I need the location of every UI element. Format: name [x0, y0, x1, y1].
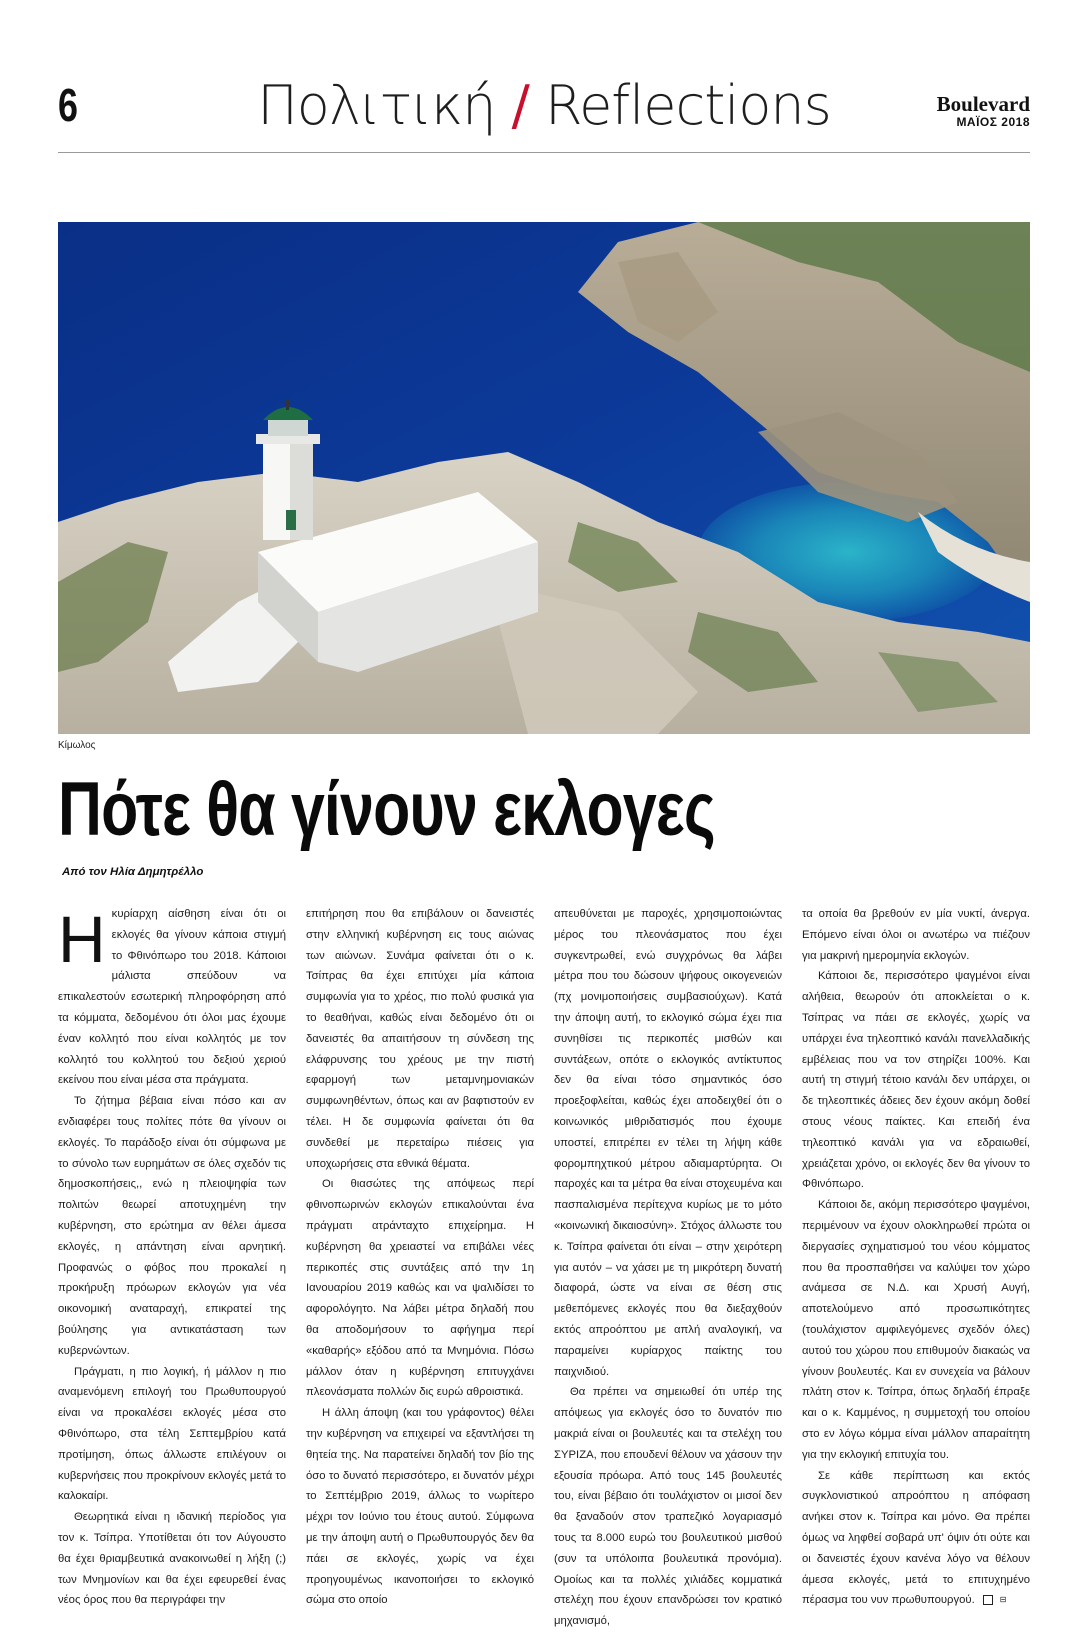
article-paragraph: Κάποιοι δε, ακόμη περισσότερο ψαγμένοι, περιμένουν να έχουν ολοκληρωθεί πρώτα οι διεργασίες σχηματισμού του νέου κόμματος που θα προσπαθήσει να καλύψει τον χώρο ανάμεσα σε Ν.Δ. και Χρυσή Αυγή, αποτελούμενο από προσωπικότητες (τουλάχιστον αμφιλεγόμενες σχεδόν όλες) αυτού του χώρου που επιθυμούν διακαώς να γίνουν βουλευτές. Και εν συνεχεία να βάλουν πλάτη στον κ. Τσίπρα, όπως δηλαδή έπραξε και ο κ. Καμμένος, η συμμετοχή του οποίου στο εν λόγω κόμμα είναι μάλλον απαραίτητη για την εκλογική επιτυχία του. [802, 1199, 1030, 1461]
article-paragraph: Σε κάθε περίπτωση και εκτός συγκλονιστικού απροόπτου η απόφαση ανήκει στον κ. Τσίπρα και μόνο. Θα πρέπει όμως να ληφθεί σοβαρά υπ' όψιν ότι ούτε και οι δανειστές έχουν κανένα λόγο να θέλουν άμεσα εκλογές, μετά το επιτυχημένο πέρασμα του νυν πρωθυπουργού. ⊟ [802, 1469, 1030, 1607]
article-column-1 [58, 904, 286, 1632]
article-paragraph: Οι θιασώτες της απόψεως περί φθινοπωρινών εκλογών επικαλούνται ένα πράγματι ατράνταχτο επιχείρημα. Η κυβέρνηση θα χρειαστεί να επιβάλει νέες περικοπές στις συντάξεις από την 1η Ιανουαρίου 2019 καθώς και να ψαλιδίσει το αφορολόγητο. Να λάβει μέτρα δηλαδή που θα αποδομήσουν το αφήγημα περί «καθαρής» εξόδου από τα Μνημόνια. Πόσω μάλλον όταν η κυβέρνηση επιτυγχάνει πλεονάσματα πολλών δις ευρώ αθροιστικά. [306, 1178, 534, 1399]
article-column-4 [802, 904, 1030, 1632]
article-paragraph: Θεωρητικά είναι η ιδανική περίοδος για τον κ. Τσίπρα. Υποτίθεται ότι τον Αύγουστο θα έχει θριαμβευτικά ανακοινωθεί η λήξη (;) των Μνημονίων και θα έχει εφευρεθεί ένας νέος όρος που θα περιγράφει την [58, 1511, 286, 1607]
article-paragraph: Το ζήτημα βέβαια είναι πόσο και αν ενδιαφέρει τους πολίτες πότε θα γίνουν οι εκλογές. Το παράδοξο είναι ότι σύμφωνα με το σύνολο των ευρημάτων σε όλες σχεδόν τις δημοσκοπήσεις,, ενώ η πλειοψηφία των πολιτών θεωρεί αποτυχημένη την κυβέρνηση, στο ερώτημα αν θέλει άμεσα εκλογές, η απάντηση είναι αρνητική. Προφανώς ο φόβος που προκαλεί η προκήρυξη πρόωρων εκλογών για νέα οικονομική αναταραχή, επικρατεί της βούλησης για αντικατάσταση των κυβερνώντων. [58, 1095, 286, 1357]
brand-name: Boulevard [936, 92, 1030, 116]
article-body [58, 902, 1030, 1628]
page-header [58, 74, 1030, 144]
article-paragraph: Θα πρέπει να σημειωθεί ότι υπέρ της απόψεως για εκλογές όσο το δυνατόν πιο μακριά είναι οι βουλευτές και τα στελέχη του ΣΥΡΙΖΑ, που επουδενί θέλουν να χάσουν την εξουσία πρόωρα. Από τους 145 βουλευτές του, είναι βέβαιο ότι τουλάχιστον οι μισοί δεν θα ξαναδούν στον τραπεζικό λογαριασμό τους τα 8.000 ευρώ του βουλευτικού μισθού (συν τα υπόλοιπα βουλευτικά προνόμια). Ομοίως και τα πολλές χιλιάδες κομματικά στελέχη που έχουν επανδρώσει τον κρατικό μηχανισμό, [554, 1386, 782, 1628]
article-paragraph: τα οποία θα βρεθούν εν μία νυκτί, άνεργα. Επόμενο είναι όλοι οι ανωτέρω να πιέζουν για μακρινή ημερομηνία εκλογών. [802, 908, 1030, 962]
article-paragraph: Η άλλη άποψη (και του γράφοντος) θέλει την κυβέρνηση να επιχειρεί να εξαντλήσει τη θητεία της. Να παρατείνει δηλαδή τον βίο της όσο το δυνατό περισσότερο, ει δυνατόν μέχρι το Σεπτέμβριο 2019, άλλως το νωρίτερο μέχρι τον Ιούνιο του έτους αυτού. Σύμφωνα με την άποψη αυτή ο Πρωθυπουργός δεν θα πάει σε εκλογές, χωρίς να έχει προηγουμένως ικανοποιήσει το εκλογικό σώμα στο οποίο [306, 1407, 534, 1607]
section-title [58, 76, 1030, 136]
article-paragraph: επιτήρηση που θα επιβάλουν οι δανειστές στην ελληνική κυβέρνηση εις τους αιώνας των αιώνων. Συνάμα φαίνεται ότι ο κ. Τσίπρας θα έχει επιτύχει μία κάποια συμφωνία για το χρέος, πιο πολύ φυσικά για το θεαθήναι, καθώς είναι δεδομένο ότι οι δανειστές θα απαιτήσουν τη σύνδεση της ελάφρυνσης του χρέους με την πιστή εφαρμογή των μεταμνημονιακών συμφωνηθέντων, όπως και αν βαφτιστούν εν τέλει. Η δε συμφωνία φαίνεται ότι θα συνδεθεί με περεταίρω πιέσεις για υποχωρήσεις στα εθνικά θέματα. [306, 908, 534, 1170]
page-number: 6 [58, 79, 78, 131]
article-paragraph: Ηκυρίαρχη αίσθηση είναι ότι οι εκλογές θα γίνουν κάποια στιγμή το Φθινόπωρο του 2018. Κάποιοι μάλιστα σπεύδουν να επικαλεστούν εσωτερική πληροφόρηση από τα κόμματα, δεδομένου ότι όλοι μας έχουμε έναν κολλητό που είναι κολλητός με τον κολλητό του κολλητού του δεξιού χεριού εκείνου που είναι μέσα στα πράγματα. [58, 902, 286, 1087]
article-paragraph: απευθύνεται με παροχές, χρησιμοποιώντας μέρος του πλεονάσματος που έχει συγκεντρωθεί, ενώ συγχρόνως θα λάβει μέτρα που του δώσουν ψήφους οικογενειών (πχ μονιμοποιήσεις συμβασιούχων). Κατά την άποψη αυτή, το εκλογικό σώμα έχει πια συνηθίσει τις περικοπές μισθών και συντάξεων, οπότε ο εκλογικός αντίκτυπος δεν θα είναι τόσο σημαντικός όσο προεξοφλείται, καθώς έχει αποδειχθεί ότι ο κοινωνικός μιθριδατισμός που έχουμε υποστεί, επιτρέπει εν τέλει τη λήψη κάθε φορομπηχτικού μέτρου αδιαμαρτύρητα. Οι παροχές και τα μέτρα θα είναι στοχευμένα και πασπαλισμένα περίτεχνα κυρίως με το μότο «κοινωνική δικαιοσύνη». Στόχος άλλωστε του κ. Τσίπρα φαίνεται ότι είναι – στην χειρότερη για αυτόν – να χάσει με τη μικρότερη δυνατή διαφορά, ώστε να είναι σε θέση στις μεθεπόμενες εκλογές που θα διεξαχθούν εκτός απροόπτου με απλή αναλογική, να παραμείνει κυρίαρχος παίκτης του παιχνιδιού. [554, 908, 782, 1378]
issue-date: ΜΑΪΟΣ 2018 [956, 115, 1030, 129]
article-paragraph: Κάποιοι δε, περισσότερο ψαγμένοι είναι αλήθεια, θεωρούν ότι αποκλείεται ο κ. Τσίπρας να πάει σε εκλογές, χωρίς να υπάρχει ένα τηλεοπτικό κανάλι πανελλαδικής εμβέλειας που να τον στηρίζει 100%. Και αυτή τη στιγμή τέτοιο κανάλι δεν υπάρχει, οι δε τηλεοπτικές άδειες δεν έχουν ακόμη δοθεί στους νέους παίκτες. Και επειδή ένα τηλεοπτικό κανάλι για να εδραιωθεί, χρειάζεται χρόνο, οι εκλογές δεν θα γίνουν το Φθινόπωρο. [802, 970, 1030, 1191]
photo-caption: Κίμωλος [58, 740, 96, 751]
drop-cap: Η [58, 902, 106, 976]
article-column-3 [554, 904, 782, 1632]
article-byline: Από τον Ηλία Δημητρέλλο [62, 866, 204, 878]
section-title-english: Reflections [544, 74, 831, 137]
end-of-article-icon: ⊟ [983, 1595, 993, 1605]
lighthouse-photo [58, 222, 1030, 734]
section-title-separator: / [511, 74, 529, 137]
article-paragraph: Πράγματι, η πιο λογική, ή μάλλον η πιο αναμενόμενη επιλογή του Πρωθυπουργού είναι να προκαλέσει εκλογές μέσα στο Φθινόπωρο, στα τέλη Σεπτεμβρίου κατά προτίμηση, όπως άλλωστε επιλέγουν οι κυβερνήσεις που προκρίνουν εκλογές μετά το καλοκαίρι. [58, 1365, 286, 1503]
brand-block [937, 94, 1030, 130]
section-title-greek: Πολιτική [257, 74, 496, 137]
header-divider [58, 152, 1030, 153]
article-headline: Πότε θα γίνουν εκλογες [58, 767, 715, 852]
article-column-2 [306, 904, 534, 1632]
